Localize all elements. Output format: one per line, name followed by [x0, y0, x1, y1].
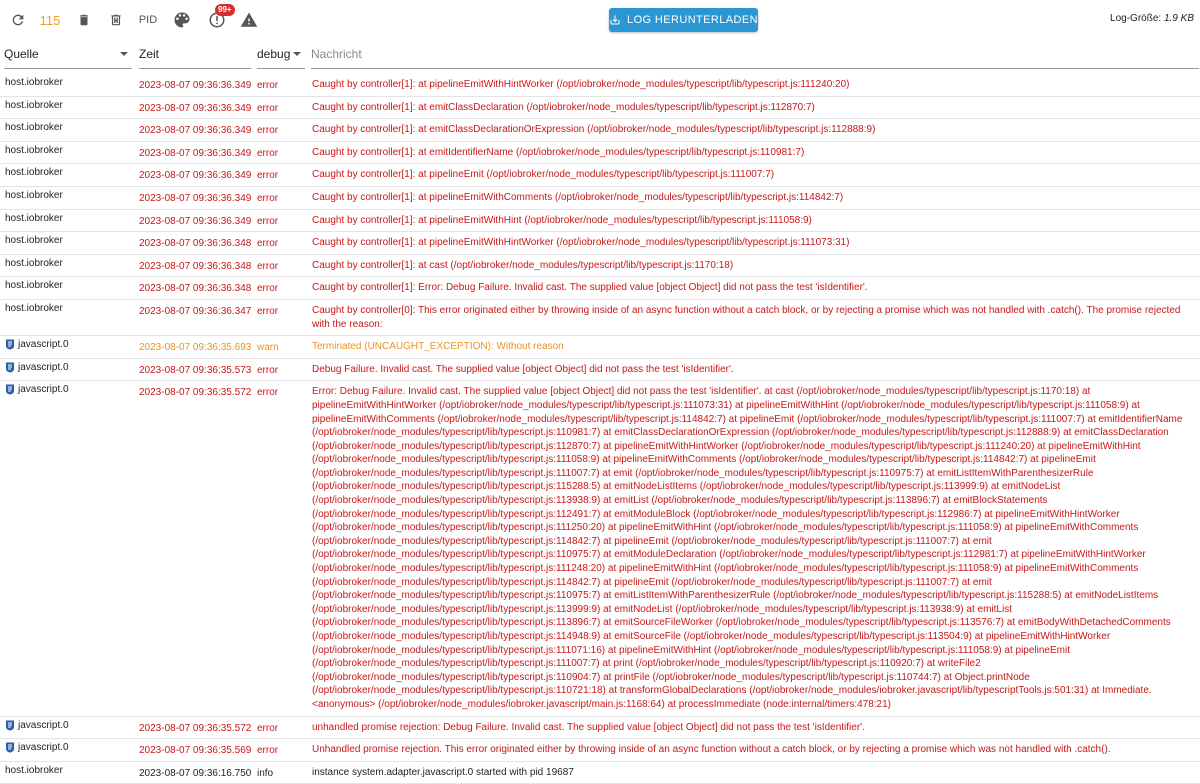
alert-badge: 99+	[215, 4, 235, 16]
table-row	[0, 232, 1200, 255]
row-severity: error	[257, 305, 279, 317]
trash-x-icon	[109, 12, 123, 28]
log-count: 115	[39, 12, 61, 28]
row-time: 2023-08-07 09:36:36.349	[139, 215, 252, 227]
table-row	[0, 210, 1200, 233]
row-severity: info	[257, 767, 274, 779]
row-severity: error	[257, 283, 279, 295]
row-time: 2023-08-07 09:36:35.572	[139, 722, 252, 734]
row-message: Debug Failure. Invalid cast. The supplied value [object Object] did not pass the test 'isIdentifier'.	[312, 363, 734, 375]
table-row	[0, 119, 1200, 142]
row-source-label: host.iobroker	[5, 77, 63, 88]
log-table	[0, 74, 1200, 784]
row-severity: error	[257, 260, 279, 272]
chevron-down-icon	[293, 52, 301, 56]
row-message: Error: Debug Failure. Invalid cast. The supplied value [object Object] did not pass the test 'isIdentifier'. at cast (/opt/iobroker/node_modules/typescript/lib/typescript.js:1170:18) at pipelineEmitWithHintWorker (/opt/iobroker/node_modules/typescript/lib/typescript.js:111073:31) at pipelineEmitWithHint (/opt/iobroker/node_modules/typescript/lib/typescript.js:111058:9) at pipelineEmitWithComments (/opt/iobroker/node_modules/typescript/lib/typescript.js:114842:7) at pipelineEmit (/opt/iobroker/node_modules/typescript/lib/typescript.js:111007:7) at emitIdentifierName (/opt/iobroker/node_modules/typescript/lib/typescript.js:110981:7) at emitClassDeclarationOrExpression (/opt/iobroker/node_modules/typescript/lib/typescript.js:112888:9) at emitClassDeclaration (/opt/iobroker/node_modules/typescript/lib/typescript.js:112870:7) at pipelineEmitWithHintWorker (/opt/iobroker/node_modules/typescript/lib/typescript.js:111240:20) at pipelineEmitWithHint (/opt/iobroker/node_modules/typescript/lib/typescript.js:111058:9) at pipelineEmitWithComments (/opt/iobroker/node_modules/typescript/lib/typescript.js:114842:7) at pipelineEmit (/opt/iobroker/node_modules/typescript/lib/typescript.js:111007:7) at emit (/opt/iobroker/node_modules/typescript/lib/typescript.js:110975:7) at emitListItemWithParenthesizerRule (/opt/iobroker/node_modules/typescript/lib/typescript.js:115288:5) at emitNodeListItems (/opt/iobroker/node_modules/typescript/lib/typescript.js:113999:9) at emitNodeList (/opt/iobroker/node_modules/typescript/lib/typescript.js:113938:9) at emitList (/opt/iobroker/node_modules/typescript/lib/typescript.js:113896:7) at emitBlockStatements (/opt/iobroker/node_modules/typescript/lib/typescript.js:112491:7) at emitModuleBlock (/opt/iobroker/node_modules/typescript/lib/typescript.js:112986:7) at pipelineEmitWithHintWorker (/opt/iobroker/node_modules/typescript/lib/typescript.js:111250:20) at pipelineEmitWithHint (/opt/iobroker/node_modules/typescript/lib/typescript.js:111058:9) at pipelineEmitWithComments (/opt/iobroker/node_modules/typescript/lib/typescript.js:114842:7) at pipelineEmit (/opt/iobroker/node_modules/typescript/lib/typescript.js:111007:7) at emit (/opt/iobroker/node_modules/typescript/lib/typescript.js:110975:7) at emitModuleDeclaration (/opt/iobroker/node_modules/typescript/lib/typescript.js:112981:7) at pipelineEmitWithHintWorker (/opt/iobroker/node_modules/typescript/lib/typescript.js:111248:20) at pipelineEmitWithHint (/opt/iobroker/node_modules/typescript/lib/typescript.js:111058:9) at pipelineEmitWithComments (/opt/iobroker/node_modules/typescript/lib/typescript.js:114842:7) at pipelineEmit (/opt/iobroker/node_modules/typescript/lib/typescript.js:111007:7) at emit (/opt/iobroker/node_modules/typescript/lib/typescript.js:110975:7) at emitListItemWithParenthesizerRule (/opt/iobroker/node_modules/typescript/lib/typescript.js:115288:5) at emitNodeListItems (/opt/iobroker/node_modules/typescript/lib/typescript.js:113999:9) at emitNodeList (/opt/iobroker/node_modules/typescript/lib/typescript.js:113938:9) at emitList (/opt/iobroker/node_modules/typescript/lib/typescript.js:113896:7) at emitSourceFileWorker (/opt/iobroker/node_modules/typescript/lib/typescript.js:113576:7) at emitBodyWithDetachedComments (/opt/iobroker/node_modules/typescript/lib/typescript.js:114948:9) at emitSourceFile (/opt/iobroker/node_modules/typescript/lib/typescript.js:113504:9) at pipelineEmitWithHintWorker (/opt/iobroker/node_modules/typescript/lib/typescript.js:111071:16) at pipelineEmitWithHint (/opt/iobroker/node_modules/typescript/lib/typescript.js:111058:9) at pipelineEmit (/opt/iobroker/node_modules/typescript/lib/typescript.js:111007:7) at print (/opt/iobroker/node_modules/typescript/lib/typescript.js:110920:7) at writeFile2 (/opt/iobroker/node_modules/typescript/lib/typescript.js:110904:7) at printFile (/opt/iobroker/node_modules/typescript/lib/typescript.js:110744:7) at Object.printNode (/opt/iobroker/node_modules/typescript/lib/typescript.js:110721:18) at transformGlobalDeclarations (/opt/iobroker/node_modules/iobroker.javascript/lib/typescriptTools.js:501:31) at Immediate.<anonymous> (/opt/iobroker/node_modules/iobroker.javascript/main.js:1168:64) at processImmediate (node:internal/timers:478:21)	[312, 386, 1183, 710]
row-source-label: javascript.0	[18, 361, 69, 373]
warning-icon	[240, 11, 258, 29]
table-row	[0, 359, 1200, 382]
row-source	[0, 336, 135, 358]
row-source-label: host.iobroker	[5, 99, 63, 111]
row-source	[0, 210, 135, 232]
row-source-label: javascript.0	[18, 742, 69, 754]
row-message: Caught by controller[1]: at pipelineEmit (/opt/iobroker/node_modules/typescript/lib/typescript.js:111007:7)	[312, 169, 775, 181]
row-severity: error	[257, 215, 279, 227]
row-source-label: host.iobroker	[5, 144, 63, 156]
row-time: 2023-08-07 09:36:36.349	[139, 192, 252, 204]
row-source-label: javascript.0	[18, 339, 69, 351]
row-source	[0, 762, 135, 784]
javascript-adapter-icon	[5, 339, 15, 355]
row-time: 2023-08-07 09:36:36.349	[139, 125, 252, 137]
log-size-label: Log-Größe:	[1110, 13, 1162, 24]
table-row	[0, 381, 1200, 716]
row-time: 2023-08-07 09:36:16.750	[139, 767, 252, 779]
level-filter[interactable]	[257, 40, 305, 69]
row-time: 2023-08-07 09:36:36.349	[139, 170, 252, 182]
table-row	[0, 277, 1200, 300]
row-source-label: host.iobroker	[5, 764, 63, 776]
download-log-label: LOG HERUNTERLADEN	[627, 14, 758, 26]
row-source-label: host.iobroker	[5, 257, 63, 269]
row-severity: error	[257, 387, 279, 399]
chevron-down-icon	[120, 52, 128, 56]
table-row	[0, 97, 1200, 120]
pid-toggle[interactable]: PID	[138, 14, 158, 26]
row-time: 2023-08-07 09:36:35.573	[139, 364, 252, 376]
message-header-label: Nachricht	[311, 47, 362, 61]
row-message: Caught by controller[1]: at emitClassDeclarationOrExpression (/opt/iobroker/node_modules/typescript/lib/typescript.js:112888:9)	[312, 124, 876, 136]
row-time: 2023-08-07 09:36:36.349	[139, 80, 252, 91]
row-message: Caught by controller[1]: at emitClassDeclaration (/opt/iobroker/node_modules/typescript/lib/typescript.js:112870:7)	[312, 101, 815, 113]
warnings-button[interactable]	[238, 0, 260, 40]
row-message: Caught by controller[1]: at pipelineEmitWithComments (/opt/iobroker/node_modules/typescript/lib/typescript.js:114842:7)	[312, 191, 844, 203]
table-row	[0, 164, 1200, 187]
row-source	[0, 717, 135, 739]
javascript-adapter-icon	[5, 362, 15, 378]
row-source-label: host.iobroker	[5, 212, 63, 224]
row-severity: error	[257, 745, 279, 757]
download-icon	[609, 14, 621, 26]
log-size-value: 1.9 KB	[1163, 13, 1194, 24]
row-source	[0, 381, 135, 715]
row-message: Caught by controller[1]: at pipelineEmitWithHintWorker (/opt/iobroker/node_modules/typescript/lib/typescript.js:111240:20)	[312, 79, 850, 90]
row-source-label: host.iobroker	[5, 167, 63, 179]
log-size	[1110, 13, 1194, 24]
row-source	[0, 359, 135, 381]
row-source	[0, 277, 135, 299]
row-time: 2023-08-07 09:36:36.349	[139, 147, 252, 159]
row-message: Caught by controller[1]: at emitIdentifierName (/opt/iobroker/node_modules/typescript/lib/typescript.js:110981:7)	[312, 146, 805, 158]
row-severity: warn	[257, 342, 279, 354]
table-header	[0, 40, 1200, 74]
row-message: Caught by controller[1]: at pipelineEmitWithHintWorker (/opt/iobroker/node_modules/typescript/lib/typescript.js:111073:31)	[312, 237, 850, 249]
row-severity: error	[257, 192, 279, 204]
row-source	[0, 255, 135, 277]
javascript-adapter-icon	[5, 720, 15, 736]
row-time: 2023-08-07 09:36:35.572	[139, 387, 252, 399]
row-source	[0, 187, 135, 209]
row-source	[0, 119, 135, 141]
row-message: instance system.adapter.javascript.0 started with pid 19687	[312, 766, 574, 778]
row-time: 2023-08-07 09:36:36.347	[139, 305, 252, 317]
row-severity: error	[257, 238, 279, 250]
table-row	[0, 300, 1200, 336]
row-source	[0, 74, 135, 96]
row-severity: error	[257, 170, 279, 182]
palette-button[interactable]	[171, 0, 193, 40]
row-message: Unhandled promise rejection. This error originated either by throwing inside of an async function without a catch block, or by rejecting a promise which was not handled with .catch().	[312, 744, 1111, 756]
table-row	[0, 336, 1200, 359]
row-time: 2023-08-07 09:36:36.348	[139, 260, 252, 272]
row-source	[0, 164, 135, 186]
row-message: Caught by controller[1]: at pipelineEmitWithHint (/opt/iobroker/node_modules/typescript/lib/typescript.js:111058:9)	[312, 214, 812, 226]
row-source	[0, 300, 135, 335]
source-header-label: Quelle	[4, 47, 39, 61]
level-header-label: debug	[257, 47, 291, 61]
row-source-label: host.iobroker	[5, 302, 63, 314]
javascript-adapter-icon	[5, 384, 15, 400]
refresh-icon	[10, 12, 26, 28]
message-filter-input[interactable]	[311, 40, 1199, 69]
table-row	[0, 762, 1200, 784]
javascript-adapter-icon	[5, 742, 15, 758]
row-severity: error	[257, 125, 279, 137]
row-source-label: host.iobroker	[5, 189, 63, 201]
row-severity: error	[257, 80, 279, 91]
row-time: 2023-08-07 09:36:36.348	[139, 238, 252, 250]
row-source	[0, 739, 135, 761]
errors-button[interactable]	[206, 0, 232, 40]
row-source	[0, 97, 135, 119]
row-source-label: host.iobroker	[5, 122, 63, 134]
table-row	[0, 739, 1200, 762]
row-time: 2023-08-07 09:36:35.693	[139, 342, 252, 354]
source-filter[interactable]	[4, 40, 132, 69]
row-time: 2023-08-07 09:36:36.349	[139, 102, 252, 114]
row-source-label: host.iobroker	[5, 235, 63, 247]
refresh-button[interactable]	[8, 0, 28, 40]
row-severity: error	[257, 364, 279, 376]
table-row	[0, 142, 1200, 165]
table-row	[0, 717, 1200, 740]
table-row	[0, 255, 1200, 278]
row-time: 2023-08-07 09:36:35.569	[139, 745, 252, 757]
row-source-label: javascript.0	[18, 719, 69, 731]
delete-all-button[interactable]	[107, 0, 125, 40]
row-time: 2023-08-07 09:36:36.348	[139, 283, 252, 295]
table-row	[0, 74, 1200, 97]
row-source	[0, 232, 135, 254]
row-message: Caught by controller[1]: Error: Debug Failure. Invalid cast. The supplied value [object Object] did not pass the test 'isIdentifier'.	[312, 282, 868, 294]
toolbar	[0, 0, 1200, 40]
trash-icon	[77, 12, 91, 28]
row-message: Terminated (UNCAUGHT_EXCEPTION): Without reason	[312, 341, 564, 353]
download-log-button[interactable]	[609, 8, 758, 32]
palette-icon	[172, 10, 192, 30]
row-message: Caught by controller[0]: This error originated either by throwing inside of an async function without a catch block, or by rejecting a promise which was not handled with .catch(). The promise rejected with the reason:	[312, 304, 1181, 330]
row-source-label: javascript.0	[18, 384, 69, 396]
row-message: unhandled promise rejection: Debug Failure. Invalid cast. The supplied value [object Object] did not pass the test 'isIdentifier'.	[312, 721, 865, 733]
row-source-label: host.iobroker	[5, 280, 63, 292]
row-severity: error	[257, 102, 279, 114]
row-severity: error	[257, 147, 279, 159]
time-header-label: Zeit	[139, 47, 160, 61]
row-severity: error	[257, 722, 279, 734]
delete-button[interactable]	[75, 0, 93, 40]
row-source	[0, 142, 135, 164]
time-header	[139, 40, 251, 69]
table-row	[0, 187, 1200, 210]
row-message: Caught by controller[1]: at cast (/opt/iobroker/node_modules/typescript/lib/typescript.js:1170:18)	[312, 259, 734, 271]
